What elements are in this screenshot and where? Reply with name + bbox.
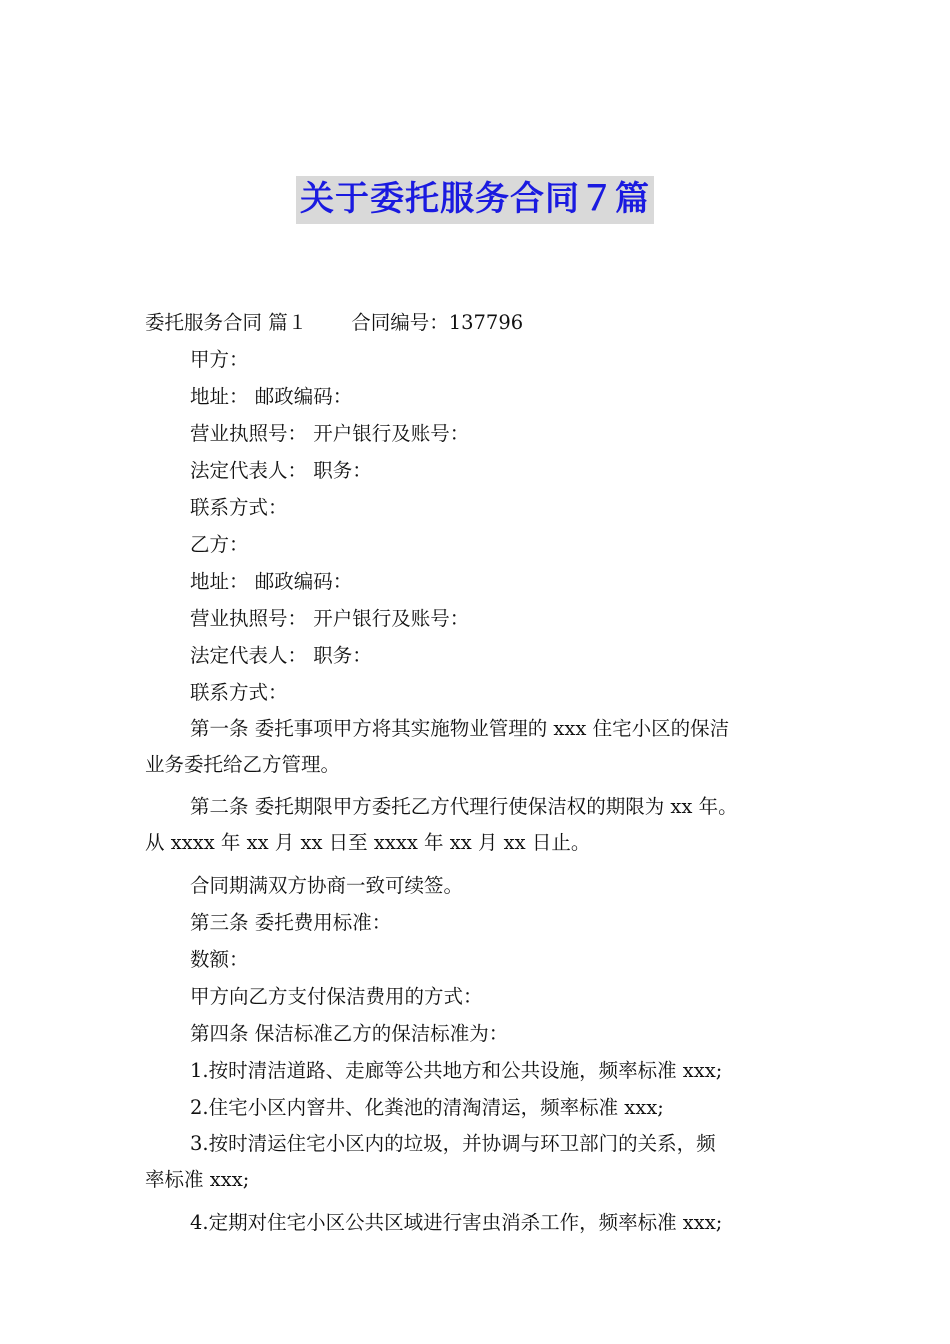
clause-2-line-2: 从 xxxx 年 xx 月 xx 日至 xxxx 年 xx 月 xx 日止。: [145, 831, 591, 854]
party-b-representative: 法定代表人： 职务：: [190, 644, 372, 667]
clause-4: 第四条 保洁标准乙方的保洁标准为：: [190, 1022, 509, 1045]
standard-item-3-line-2: 率标准 xxx;: [145, 1168, 250, 1191]
standard-item-4: 4.定期对住宅小区公共区域进行害虫消杀工作，频率标准 xxx;: [190, 1211, 723, 1234]
party-a-address: 地址： 邮政编码：: [190, 385, 353, 408]
standard-item-3-line-1: 3.按时清运住宅小区内的垃圾，并协调与环卫部门的关系，频: [190, 1132, 716, 1155]
party-a-license: 营业执照号： 开户银行及账号：: [190, 422, 470, 445]
clause-2-line-1: 第二条 委托期限甲方委托乙方代理行使保洁权的期限为 xx 年。: [190, 795, 738, 818]
contract-header-line: [145, 304, 810, 341]
party-a-contact: 联系方式：: [190, 496, 288, 519]
standard-item-2: 2.住宅小区内窨井、化粪池的清淘清运，频率标准 xxx;: [190, 1096, 664, 1119]
party-b-contact: 联系方式：: [190, 681, 288, 704]
section-label: 委托服务合同 篇１: [145, 311, 308, 334]
clause-3: 第三条 委托费用标准：: [190, 911, 392, 934]
document-body: [145, 304, 810, 1241]
renewal-line: 合同期满双方协商一致可续签。: [190, 874, 464, 897]
amount-line: 数额：: [190, 948, 249, 971]
standard-item-1: 1.按时清洁道路、走廊等公共地方和公共设施，频率标准 xxx;: [190, 1059, 723, 1082]
party-b-address: 地址： 邮政编码：: [190, 570, 353, 593]
party-b-license: 营业执照号： 开户银行及账号：: [190, 607, 470, 630]
document-title-block: [0, 176, 950, 224]
party-a-representative: 法定代表人： 职务：: [190, 459, 372, 482]
document-title: 关于委托服务合同７篇: [296, 176, 654, 224]
contract-number: 合同编号：137796: [351, 311, 524, 334]
payment-line: 甲方向乙方支付保洁费用的方式：: [190, 985, 483, 1008]
party-a-name: 甲方：: [190, 348, 249, 371]
party-b-name: 乙方：: [190, 533, 249, 556]
clause-1-line-1: 第一条 委托事项甲方将其实施物业管理的 xxx 住宅小区的保洁: [190, 717, 730, 740]
clause-1-line-2: 业务委托给乙方管理。: [145, 753, 341, 776]
